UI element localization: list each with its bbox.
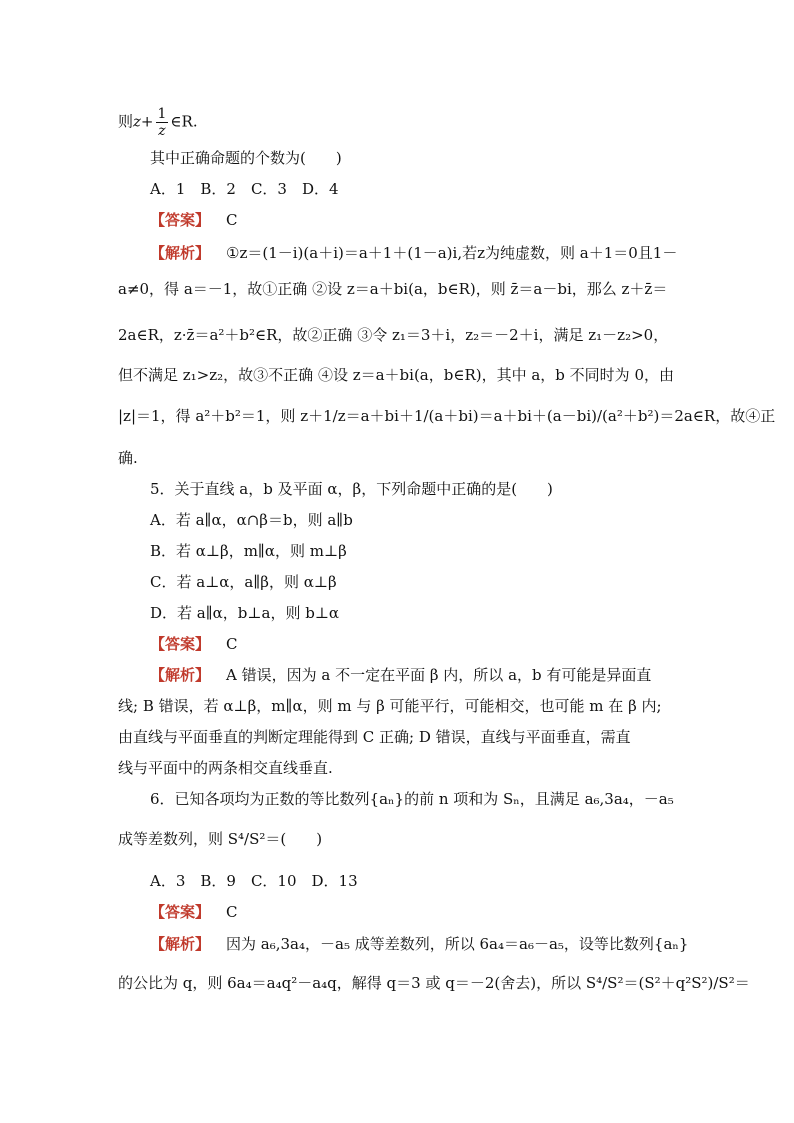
q5-explain-line-1 bbox=[150, 665, 710, 685]
q6-explain-line-2: 的公比为 q，则 6a₄＝a₄q²－a₄q，解得 q＝3 或 q＝－2(舍去)，所以 S⁴/S²＝(S²＋q²S²)/S²＝ bbox=[118, 974, 750, 992]
explain-tag: 【解析】 bbox=[150, 666, 211, 684]
q5-stem: 5．关于直线 a，b 及平面 α，β，下列命题中正确的是( ) bbox=[150, 480, 553, 498]
q5-explain-line-3: 由直线与平面垂直的判断定理能得到 C 正确; D 错误，直线与平面垂直，需直 bbox=[118, 728, 631, 746]
q4-explain-text-1: ①z＝(1－i)(a＋i)＝a＋1＋(1－a)i,若z为纯虚数，则 a＋1＝0且1－ bbox=[226, 244, 678, 262]
q5-answer-value: C bbox=[226, 635, 238, 653]
q4-explain-line-6: 确. bbox=[118, 449, 138, 467]
q6-answer-line bbox=[150, 902, 710, 922]
q6-answer-value: C bbox=[226, 903, 238, 921]
explain-tag: 【解析】 bbox=[150, 935, 211, 953]
q4-answer-value: C bbox=[226, 211, 238, 229]
q4-explain-line-1 bbox=[150, 243, 710, 263]
q4-prefix: 则 bbox=[118, 112, 134, 131]
q4-options: A．1 B．2 C．3 D．4 bbox=[150, 180, 339, 198]
q5-answer-line bbox=[150, 634, 710, 654]
q6-stem-2: 成等差数列，则 S⁴/S²＝( ) bbox=[118, 830, 323, 848]
q6-stem-1: 6．已知各项均为正数的等比数列{aₙ}的前 n 项和为 Sₙ，且满足 a₆,3a₄，－a₅ bbox=[150, 790, 674, 808]
q5-explain-line-2: 线; B 错误，若 α⊥β，m∥α，则 m 与 β 可能平行，可能相交，也可能 m 在 β 内; bbox=[118, 697, 662, 715]
q5-option-b: B．若 α⊥β，m∥α，则 m⊥β bbox=[150, 542, 347, 560]
q4-expr-tail: ∈R. bbox=[170, 112, 198, 131]
q5-option-d: D．若 a∥α，b⊥a，则 b⊥α bbox=[150, 604, 340, 622]
q5-explain-text-1: A 错误，因为 a 不一定在平面 β 内，所以 a，b 有可能是异面直 bbox=[226, 666, 652, 684]
q4-fraction bbox=[156, 106, 169, 139]
explain-tag: 【解析】 bbox=[150, 244, 211, 262]
answer-tag: 【答案】 bbox=[150, 211, 211, 229]
q5-explain-line-4: 线与平面中的两条相交直线垂直. bbox=[118, 759, 333, 777]
q4-explain-line-5: |z|＝1，得 a²＋b²＝1，则 z＋1/z＝a＋bi＋1/(a＋bi)＝a＋bi＋(a－bi)/(a²＋b²)＝2a∈R，故④正 bbox=[118, 407, 776, 425]
q4-explain-line-4: 但不满足 z₁>z₂，故③不正确 ④设 z＝a＋bi(a，b∈R)，其中 a，b 不同时为 0，由 bbox=[118, 366, 674, 384]
q5-option-a: A．若 a∥α，α∩β＝b，则 a∥b bbox=[150, 511, 353, 529]
q4-frac-num: 1 bbox=[157, 106, 167, 122]
q4-condition-line bbox=[118, 106, 678, 139]
q4-explain-line-2: a≠0，得 a＝－1，故①正确 ②设 z＝a＋bi(a，b∈R)，则 z̄＝a－bi，那么 z＋z̄＝ bbox=[118, 280, 668, 298]
q5-option-c: C．若 a⊥α，a∥β，则 α⊥β bbox=[150, 573, 337, 591]
answer-tag: 【答案】 bbox=[150, 635, 211, 653]
q4-explain-line-3: 2a∈R，z·z̄＝a²＋b²∈R，故②正确 ③令 z₁＝3＋i，z₂＝－2＋i，满足 z₁－z₂>0， bbox=[118, 326, 669, 344]
q6-explain-line-1 bbox=[150, 934, 710, 954]
q4-expr-lead: z+ bbox=[133, 112, 154, 131]
answer-tag: 【答案】 bbox=[150, 903, 211, 921]
q4-frac-den: z bbox=[158, 123, 166, 139]
q6-options: A．3 B．9 C．10 D．13 bbox=[150, 872, 358, 890]
q4-count-prompt: 其中正确命题的个数为( ) bbox=[150, 149, 342, 167]
q6-explain-text-1: 因为 a₆,3a₄，－a₅ 成等差数列，所以 6a₄＝a₆－a₅，设等比数列{aₙ} bbox=[226, 935, 689, 953]
q4-answer-line bbox=[150, 210, 710, 230]
